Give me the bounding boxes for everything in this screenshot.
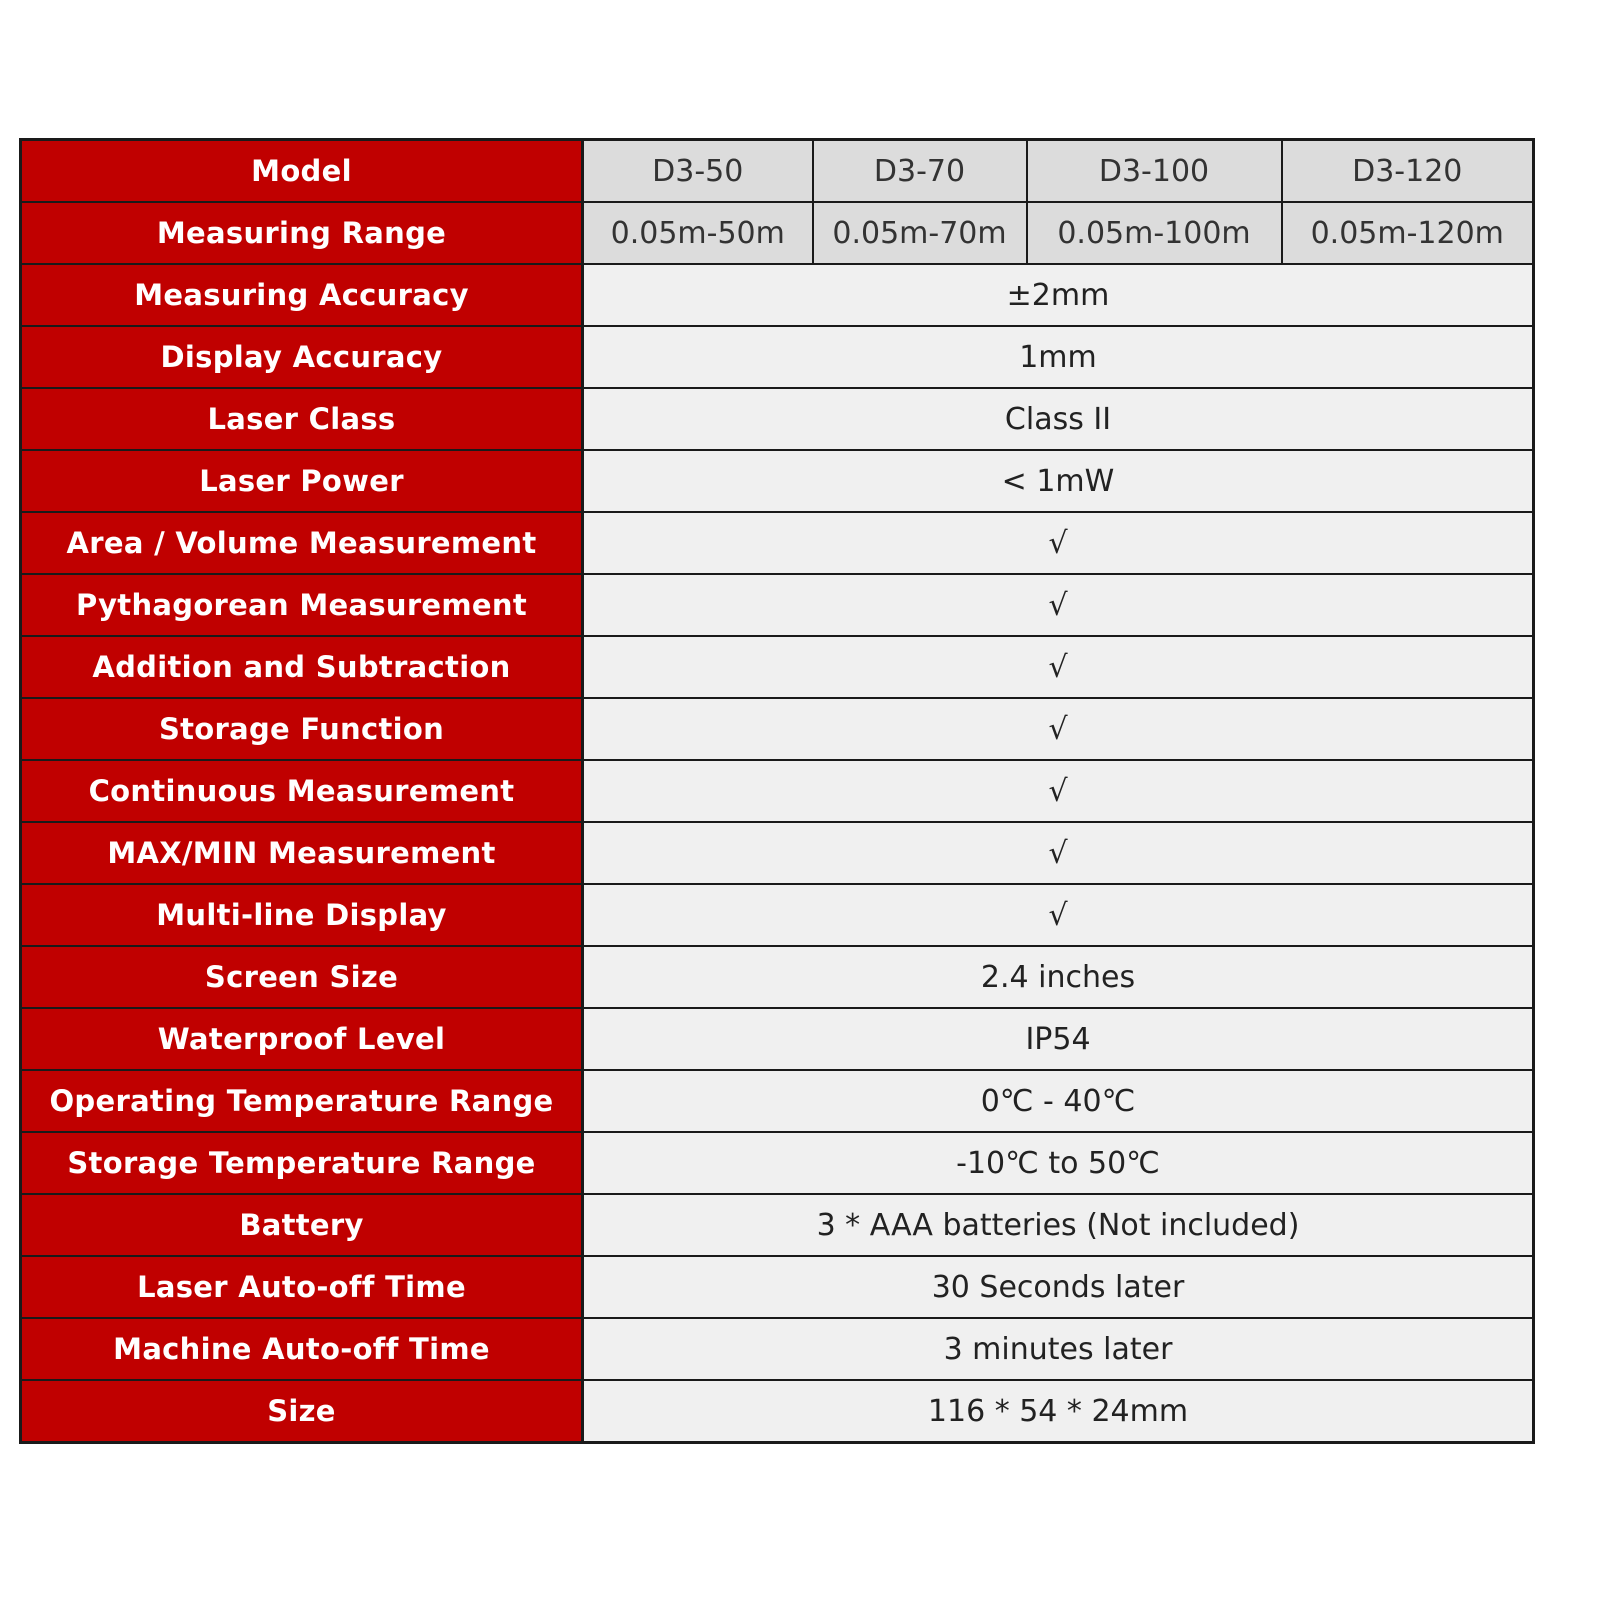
spec-value: √ (583, 698, 1534, 760)
spec-value: 116 * 54 * 24mm (583, 1380, 1534, 1443)
spec-row (21, 264, 1534, 326)
spec-row (21, 1194, 1534, 1256)
spec-row (21, 760, 1534, 822)
spec-label: Addition and Subtraction (21, 636, 583, 698)
spec-row (21, 884, 1534, 946)
model-d3-100: D3-100 (1027, 140, 1282, 203)
spec-value: < 1mW (583, 450, 1534, 512)
spec-value: √ (583, 884, 1534, 946)
spec-value: 1mm (583, 326, 1534, 388)
spec-value: 3 * AAA batteries (Not included) (583, 1194, 1534, 1256)
range-d3-120: 0.05m-120m (1282, 202, 1534, 264)
spec-value: √ (583, 574, 1534, 636)
spec-value: 2.4 inches (583, 946, 1534, 1008)
spec-value: Class II (583, 388, 1534, 450)
spec-row (21, 1070, 1534, 1132)
range-d3-50: 0.05m-50m (583, 202, 813, 264)
spec-label: Battery (21, 1194, 583, 1256)
spec-label: Operating Temperature Range (21, 1070, 583, 1132)
spec-table-body (21, 140, 1534, 1443)
spec-label: Measuring Accuracy (21, 264, 583, 326)
spec-value: -10℃ to 50℃ (583, 1132, 1534, 1194)
spec-value: ±2mm (583, 264, 1534, 326)
spec-row (21, 512, 1534, 574)
model-d3-70: D3-70 (813, 140, 1027, 203)
spec-label: Waterproof Level (21, 1008, 583, 1070)
spec-row (21, 1256, 1534, 1318)
spec-value: √ (583, 822, 1534, 884)
spec-label: Display Accuracy (21, 326, 583, 388)
spec-value: √ (583, 636, 1534, 698)
spec-label: Continuous Measurement (21, 760, 583, 822)
model-d3-120: D3-120 (1282, 140, 1534, 203)
spec-value: 30 Seconds later (583, 1256, 1534, 1318)
spec-row (21, 1008, 1534, 1070)
spec-row (21, 1380, 1534, 1443)
spec-value: IP54 (583, 1008, 1534, 1070)
spec-value: √ (583, 512, 1534, 574)
spec-label: Pythagorean Measurement (21, 574, 583, 636)
range-d3-100: 0.05m-100m (1027, 202, 1282, 264)
model-row (21, 140, 1534, 203)
range-d3-70: 0.05m-70m (813, 202, 1027, 264)
spec-label: Multi-line Display (21, 884, 583, 946)
spec-row (21, 698, 1534, 760)
spec-row (21, 326, 1534, 388)
spec-label: MAX/MIN Measurement (21, 822, 583, 884)
spec-row (21, 388, 1534, 450)
spec-table (19, 138, 1535, 1444)
spec-value: √ (583, 760, 1534, 822)
spec-label: Laser Auto-off Time (21, 1256, 583, 1318)
spec-value: 0℃ - 40℃ (583, 1070, 1534, 1132)
model-d3-50: D3-50 (583, 140, 813, 203)
model-label: Model (21, 140, 583, 203)
spec-row (21, 822, 1534, 884)
spec-row (21, 636, 1534, 698)
measuring-range-label: Measuring Range (21, 202, 583, 264)
spec-label: Machine Auto-off Time (21, 1318, 583, 1380)
spec-row (21, 946, 1534, 1008)
spec-row (21, 450, 1534, 512)
spec-row (21, 1318, 1534, 1380)
spec-row (21, 1132, 1534, 1194)
spec-value: 3 minutes later (583, 1318, 1534, 1380)
spec-label: Size (21, 1380, 583, 1443)
spec-label: Storage Function (21, 698, 583, 760)
spec-label: Storage Temperature Range (21, 1132, 583, 1194)
spec-label: Area / Volume Measurement (21, 512, 583, 574)
spec-label: Screen Size (21, 946, 583, 1008)
spec-row (21, 574, 1534, 636)
measuring-range-row (21, 202, 1534, 264)
spec-label: Laser Class (21, 388, 583, 450)
spec-label: Laser Power (21, 450, 583, 512)
